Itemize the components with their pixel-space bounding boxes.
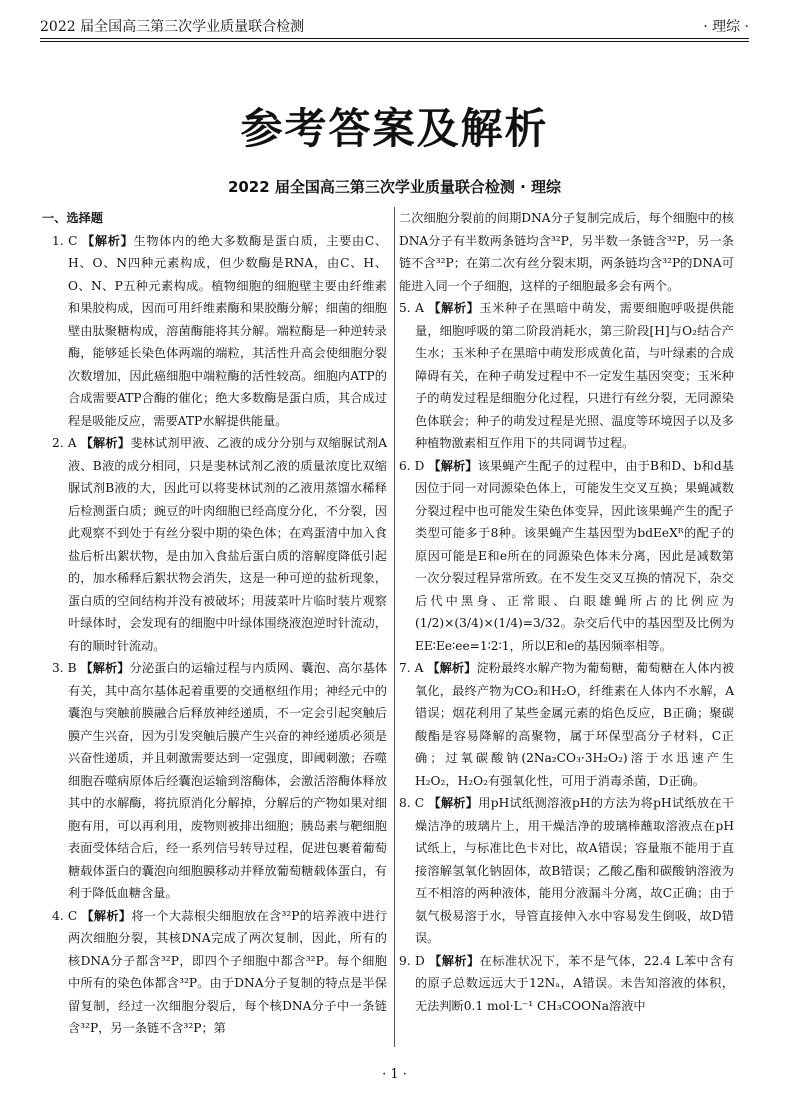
answer-item-4 (52, 905, 387, 1040)
item-number: 8. C (399, 796, 425, 810)
answer-item-7 (399, 657, 734, 792)
item-number: 6. D (399, 458, 425, 473)
item-text: 分泌蛋白的运输过程与内质网、囊泡、高尔基体有关，其中高尔基体起着重要的交通枢纽作用；神经元中的囊泡与突触前膜融合后释放神经递质，不一定会引起突触后膜产生兴奋，因为引发突触后膜产生兴奋的神经递质必须是兴奋性递质，并且刺激需要达到一定强度，即阈刺激；吞噬细胞吞噬病原体后经囊泡运输到溶酶体，会激活溶酶体释放其中的水解酶，将抗原消化分解掉，分解后的产物如果对细胞有用，可以再利用，废物则被排出细胞；胰岛素与靶细胞表面受体结合后，经一系列信号转导过程，促进包裹着葡萄糖载体蛋白的囊泡向细胞膜移动并释放葡萄糖载体蛋白，有利于降低血糖含量。 (68, 661, 388, 900)
answer-item-9 (399, 950, 734, 1018)
item-number: 2. A (52, 436, 77, 450)
item-number: 5. A (399, 301, 424, 315)
answer-item-1 (52, 230, 387, 433)
column-divider (394, 207, 395, 1047)
analysis-tag: 【解析】 (428, 301, 480, 315)
analysis-tag: 【解析】 (428, 458, 478, 473)
header-rule (40, 38, 749, 39)
page-subtitle: 2022 届全国高三第三次学业质量联合检测 · 理综 (227, 178, 562, 196)
item-text: 将一个大蒜根尖细胞放在含³²P的培养液中进行两次细胞分裂，其核DNA完成了两次复制，因此，所有的核DNA分子都含³²P，即四个子细胞中都含³²P。每个细胞中所有的染色体都含³²P。由于DNA分子复制的特点是半保留复制，经过一次细胞分裂后，每个核DNA分子中一条链含³²P，另一条链不含³²P；第 (68, 908, 388, 1035)
analysis-tag: 【解析】 (80, 661, 130, 675)
item-text: 斐林试剂甲液、乙液的成分分别与双缩脲试剂A液、B液的成分相同，只是斐林试剂乙液的质量浓度比双缩脲试剂B液的大，因此可以将斐林试剂的乙液用蒸馏水稀释后检测蛋白质；豌豆的叶肉细胞已经高度分化，不分裂，因此观察不到处于有丝分裂中期的染色体；在鸡蛋清中加入食盐后析出絮状物，是由加入食盐后蛋白质的溶解度降低引起的，加水稀释后絮状物会消失，这是一种可逆的盐析现象，蛋白质的空间结构并没有被破坏；用菠菜叶片临时装片观察叶绿体时，会发现有的细胞中叶绿体围绕液泡逆时针流动，有的顺时针流动。 (68, 436, 388, 653)
answer-item-8 (399, 792, 734, 950)
item-number: 4. C (52, 908, 78, 923)
page-number: · 1 · (382, 1067, 407, 1082)
left-column (42, 207, 388, 1040)
item-number: 7. A (399, 661, 424, 675)
analysis-tag: 【解析】 (428, 796, 479, 810)
item-text: 生物体内的绝大多数酶是蛋白质，主要由C、H、O、N四种元素构成，但少数酶是RNA，由C、H、O、N、P五种元素构成。植物细胞的细胞壁主要由纤维素和果胶构成，因而可用纤维素酶和果胶酶分解；细菌的细胞壁由肽聚糖构成，溶菌酶能将其分解。端粒酶是一种逆转录酶，能够延长染色体两端的端粒，其活性升高会使细胞分裂次数增加，因此癌细胞中端粒酶的活性较高。细胞内ATP的合成需要ATP合酶的催化；绝大多数酶是蛋白质，其合成过程是吸能反应，需要ATP水解提供能量。 (68, 233, 388, 428)
item-number: 1. C (52, 233, 78, 248)
answer-item-4-continued (399, 207, 734, 297)
header-rule-thin (40, 41, 749, 42)
analysis-tag: 【解析】 (427, 661, 477, 675)
analysis-tag: 【解析】 (429, 953, 480, 968)
analysis-tag: 【解析】 (80, 436, 131, 450)
answer-item-2 (52, 432, 387, 657)
answer-item-5 (399, 297, 734, 455)
item-number: 3. B (52, 661, 77, 675)
item-number: 9. D (399, 953, 425, 968)
item-text: 玉米种子在黑暗中萌发，需要细胞呼吸提供能量，细胞呼吸的第二阶段消耗水，第三阶段[H]与O₂结合产生水；玉米种子在黑暗中萌发形成黄化苗，与叶绿素的合成障碍有关，在种子萌发过程中不一定发生基因突变；玉米种子的萌发过程是细胞分化过程，只进行有丝分裂，无同源染色体联会；种子的萌发过程是光照、温度等环境因子以及多种植物激素相互作用下的共同调节过程。 (415, 301, 735, 450)
page-title: 参考答案及解析 (240, 104, 549, 153)
analysis-tag: 【解析】 (82, 233, 134, 248)
item-text: 二次细胞分裂前的间期DNA分子复制完成后，每个细胞中的核DNA分子有半数两条链均含³²P，另半数一条链含³²P，另一条链不含³²P；在第二次有丝分裂末期，两条链均含³²P的DNA可能进入同一个子细胞，这样的子细胞最多会有两个。 (399, 211, 734, 293)
header-left: 2022 届全国高三第三次学业质量联合检测 (40, 19, 305, 35)
right-column (399, 207, 734, 1017)
answer-item-3 (52, 657, 387, 905)
item-text: 在标准状况下，苯不是气体，22.4 L苯中含有的原子总数远远大于12Nₐ，A错误。未告知溶液的体积，无法判断0.1 mol·L⁻¹ CH₃COONa溶液中 (415, 953, 735, 1013)
item-text: 淀粉最终水解产物为葡萄糖，葡萄糖在人体内被氧化，最终产物为CO₂和H₂O，纤维素在人体内不水解，A错误；烟花利用了某些金属元素的焰色反应，B正确；聚碳酸酯是容易降解的高聚物，属于环保型高分子材料，C正确；过氧碳酸钠(2Na₂CO₃·3H₂O₂)溶于水迅速产生H₂O₂，H₂O₂有强氧化性，可用于消毒杀菌，D正确。 (415, 661, 735, 788)
item-text: 该果蝇产生配子的过程中，由于B和D、b和d基因位于同一对同源染色体上，可能发生交叉互换；果蝇减数分裂过程中也可能发生染色体变异，因此该果蝇产生的配子类型可能多于8种。该果蝇产生基因型为bdEeXᴿ的配子的原因可能是E和e所在的同源染色体未分离，因此是减数第一次分裂过程异常所致。在不发生交叉互换的情况下，杂交后代中黑身、正常眼、白眼雄蝇所占的比例应为(1/2)×(3/4)×(1/4)=3/32。杂交后代中的基因型及比例为EE∶Ee∶ee=1∶2∶1，所以E和e的基因频率相等。 (415, 458, 734, 653)
answer-item-6 (399, 455, 734, 658)
running-header (40, 10, 749, 36)
section-heading: 一、选择题 (42, 211, 103, 225)
item-text: 用pH试纸测溶液pH的方法为将pH试纸放在干燥洁净的玻璃片上，用干燥洁净的玻璃棒蘸取溶液点在pH试纸上，与标准比色卡对比，故A错误；容量瓶不能用于直接溶解氢氧化钠固体，故B错误；乙酸乙酯和碳酸钠溶液为互不相溶的两种液体，能用分液漏斗分离，故C正确；由于氨气极易溶于水，导管直接伸入水中容易发生倒吸，故D错误。 (415, 796, 735, 945)
header-right: · 理综 · (703, 19, 749, 35)
analysis-tag: 【解析】 (81, 908, 132, 923)
